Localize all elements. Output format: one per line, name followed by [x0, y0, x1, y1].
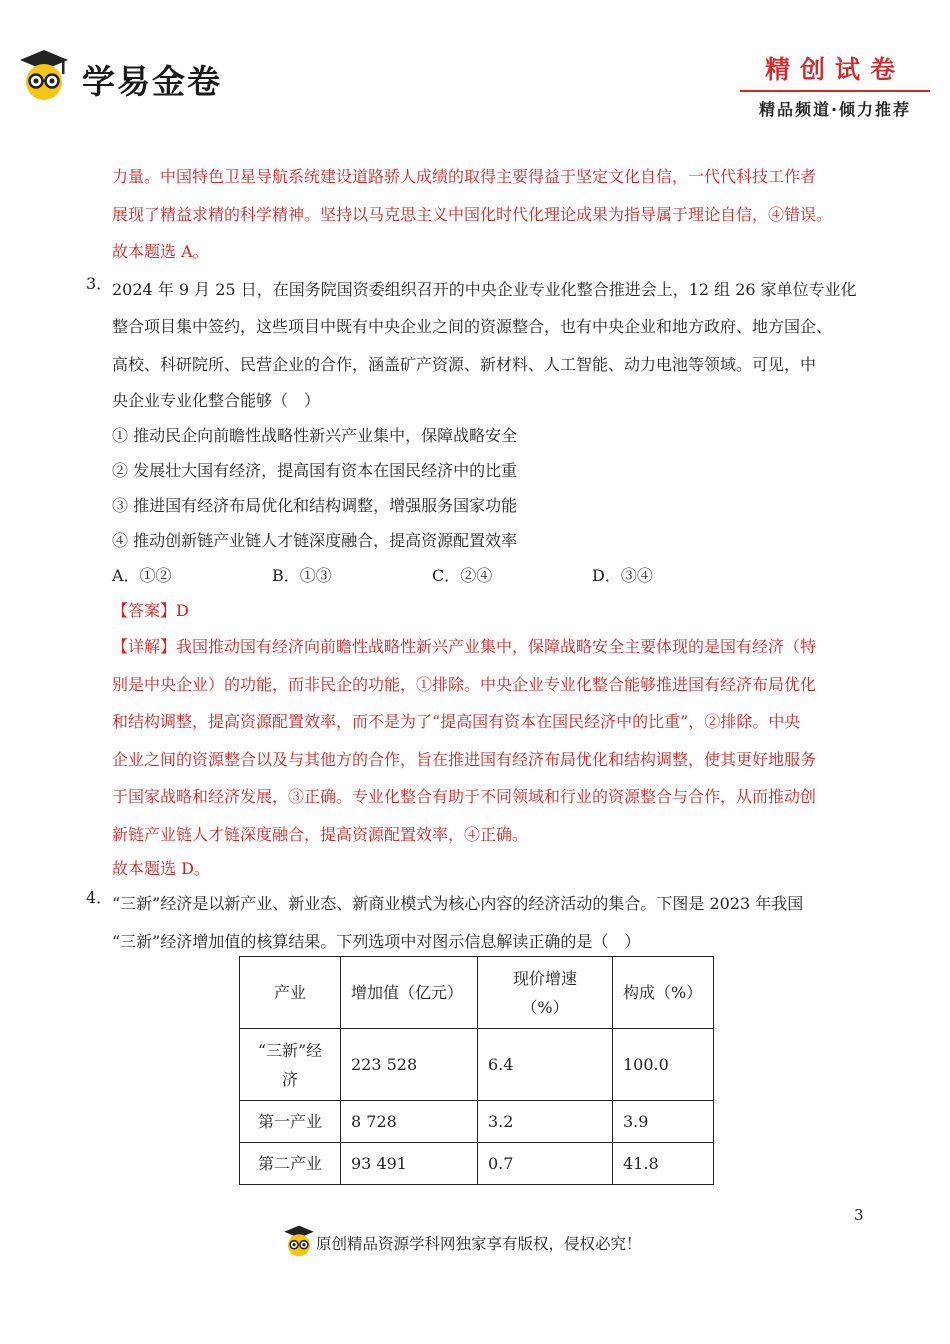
table-cell: 100.0 [613, 1029, 714, 1101]
statement-item: ② 发展壮大国有经济，提高国有资本在国民经济中的比重 [112, 461, 518, 480]
answer-options [112, 558, 872, 593]
brand-divider [740, 90, 930, 92]
owl-logo-icon [283, 1224, 315, 1258]
logo [18, 48, 233, 104]
table-cell: 0.7 [478, 1143, 613, 1185]
detail-line: 于国家战略和经济发展，③正确。专业化整合有助于不同领域和行业的资源整合与合作，从而推动创 [112, 787, 817, 806]
table-header-row [240, 957, 714, 1029]
table-cell: 第二产业 [240, 1143, 341, 1185]
question-stem-line: 央企业专业化整合能够（ ） [112, 391, 321, 410]
table-cell: 3.9 [613, 1101, 714, 1143]
table-header-cell: 产业 [240, 957, 341, 1029]
table-cell: 3.2 [478, 1101, 613, 1143]
detail-line: 【详解】我国推动国有经济向前瞻性战略性新兴产业集中，保障战略安全主要体现的是国有经济（特 [112, 637, 817, 656]
option-b: B．①③ [272, 566, 332, 585]
question-stem-line: 整合项目集中签约，这些项目中既有中央企业之间的资源整合，也有中央企业和地方政府、地方国企、 [112, 317, 833, 336]
option-c: C．②④ [432, 566, 493, 585]
detail-line: 企业之间的资源整合以及与其他方的合作，旨在推进国有经济布局优化和结构调整，使其更好地服务 [112, 749, 817, 769]
question-3 [86, 271, 872, 886]
detail-line: 和结构调整，提高资源配置效率，而不是为了“提高国有资本在国民经济中的比重”，②排除。中央 [112, 712, 801, 731]
brand-block [740, 50, 930, 120]
conclusion-text: 故本题选 A。 [112, 242, 209, 261]
question-stem-line: 高校、科研院所、民营企业的合作，涵盖矿产资源、新材料、人工智能、动力电池等领域。可见，中 [112, 354, 817, 374]
table-cell: 第一产业 [240, 1101, 341, 1143]
table-cell: 8 728 [341, 1101, 478, 1143]
table-cell: 41.8 [613, 1143, 714, 1185]
statement-item: ④ 推动创新链产业链人才链深度融合，提高资源配置效率 [112, 531, 518, 550]
logo-text: 学易金卷 [82, 62, 222, 101]
question-number: 3． [86, 273, 113, 293]
page-header [0, 0, 950, 120]
conclusion-text: 故本题选 D。 [112, 859, 210, 878]
detail-line: 新链产业链人才链深度融合，提高资源配置效率，④正确。 [112, 824, 529, 844]
question-stem-line: “三新”经济增加值的核算结果。下列选项中对图示信息解读正确的是（ ） [112, 931, 641, 951]
statement-item: ③ 推进国有经济布局优化和结构调整，增强服务国家功能 [112, 496, 518, 515]
owl-logo-icon [18, 48, 70, 102]
table-cell: 93 491 [341, 1143, 478, 1185]
table-row [240, 1101, 714, 1143]
question-stem-line: 2024 年 9 月 25 日，在国务院国资委组织召开的中央企业专业化整合推进会上，12 组 26 家单位专业化 [112, 279, 857, 299]
table-header-cell: 构成（%） [613, 957, 714, 1029]
detail-line: 别是中央企业）的功能，而非民企的功能，①排除。中央企业专业化整合能够推进国有经济布局优化 [112, 674, 817, 694]
data-table [239, 956, 714, 1185]
brand-title: 精创试卷 [764, 55, 905, 84]
option-d: D．③④ [592, 566, 653, 585]
page-content [86, 158, 872, 960]
copyright-note: 原创精品资源学科网独家享有版权，侵权必究！ [316, 1235, 642, 1253]
option-a: A．①② [112, 566, 172, 585]
brand-subtitle: 精品频道·倾力推荐 [758, 100, 912, 119]
page-footer [0, 1200, 950, 1280]
table-row [240, 1029, 714, 1101]
question-number: 4． [86, 888, 113, 907]
explanation-line: 展现了精益求精的科学精神。坚持以马克思主义中国化时代化理论成果为指导属于理论自信，④错误。 [112, 204, 833, 224]
statement-item: ① 推动民企向前瞻性战略性新兴产业集中，保障战略安全 [112, 426, 518, 445]
table-cell: 223 528 [341, 1029, 478, 1101]
table-row [240, 1143, 714, 1185]
table-header-cell: 增加值（亿元） [341, 957, 478, 1029]
page-number: 3 [854, 1206, 864, 1224]
table-cell: 6.4 [478, 1029, 613, 1101]
question-stem-line: “三新”经济是以新产业、新业态、新商业模式为核心内容的经济活动的集合。下图是 2023 年我国 [112, 894, 804, 913]
explanation-line: 力量。中国特色卫星导航系统建设道路骄人成绩的取得主要得益于坚定文化自信，一代代科技工作者 [112, 167, 817, 186]
table-cell: “三新”经济 [240, 1029, 341, 1101]
question-4 [86, 885, 872, 960]
table-header-cell [478, 957, 613, 1029]
growth-header-text: 现价增速（%） [512, 968, 577, 1017]
answer-label: 【答案】D [112, 601, 189, 620]
